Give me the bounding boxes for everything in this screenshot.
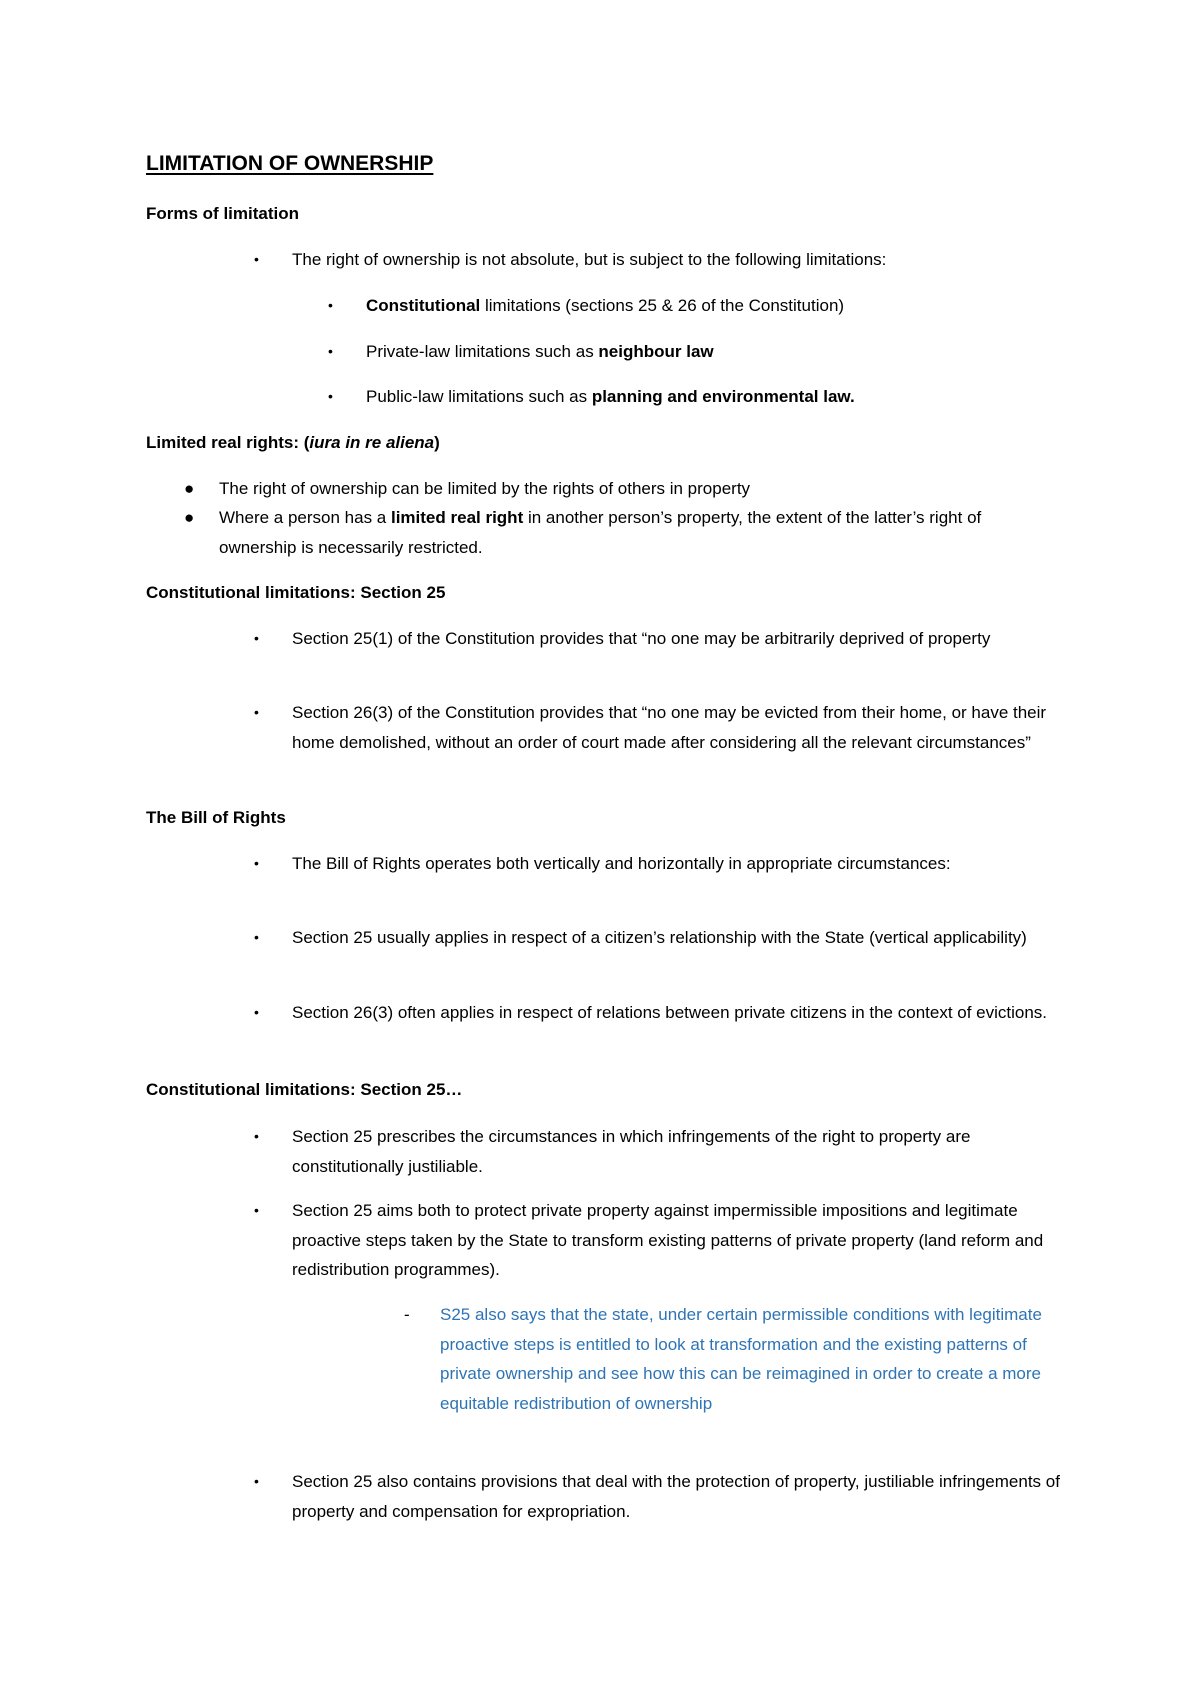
list-item: • Section 25 usually applies in respect of a citizen’s relationship with the State (vertical applicability) [292, 923, 1072, 953]
bullet-icon: ● [184, 508, 195, 527]
list-item: • Section 26(3) of the Constitution provides that “no one may be evicted from their home, or have their home demolished, without an order of court made after considering all the relevant circumstances” [292, 698, 1072, 757]
bullet-icon: • [254, 855, 259, 871]
list-item: • Private-law limitations such as neighbour law [366, 337, 1066, 367]
annotation-note: - S25 also says that the state, under certain permissible conditions with legitimate proactive steps is entitled to look at transformation and the existing patterns of private ownership and see how this can be reimagined in order to create a more equitable redistribution of ownership [440, 1300, 1060, 1418]
list-item: • Section 25(1) of the Constitution provides that “no one may be arbitrarily deprived of property [292, 624, 1072, 654]
heading-forms-of-limitation: Forms of limitation [146, 204, 299, 223]
bullet-icon: • [328, 388, 333, 404]
dash-icon: - [404, 1305, 410, 1324]
bullet-icon: • [254, 251, 259, 267]
bullet-icon: • [254, 630, 259, 646]
bullet-icon: • [254, 1202, 259, 1218]
bullet-icon: • [254, 929, 259, 945]
list-item: • Section 25 also contains provisions that deal with the protection of property, justiliable infringements of property and compensation for expropriation. [292, 1467, 1072, 1526]
list-item: • Section 25 aims both to protect private property against impermissible impositions and legitimate proactive steps taken by the State to transform existing patterns of private property (land reform and redistribution programmes). [292, 1196, 1072, 1285]
list-item: • The right of ownership is not absolute, but is subject to the following limitations: [292, 245, 1072, 275]
heading-bill-of-rights: The Bill of Rights [146, 808, 286, 827]
bullet-icon: • [254, 1004, 259, 1020]
list-item: • The Bill of Rights operates both vertically and horizontally in appropriate circumstances: [292, 849, 1072, 879]
list-item: • Section 26(3) often applies in respect of relations between private citizens in the context of evictions. [292, 998, 1072, 1028]
page-title: LIMITATION OF OWNERSHIP [146, 152, 434, 175]
heading-constitutional-limitations-continued: Constitutional limitations: Section 25… [146, 1080, 463, 1099]
bullet-icon: • [254, 704, 259, 720]
list-item: • Public-law limitations such as planning and environmental law. [366, 382, 1066, 412]
list-item: ● Where a person has a limited real right in another person’s property, the extent of the latter’s right of ownership is necessarily restricted. [219, 503, 1019, 562]
bullet-icon: • [254, 1473, 259, 1489]
heading-limited-real-rights: Limited real rights: (iura in re aliena) [146, 433, 440, 452]
bullet-icon: • [254, 1128, 259, 1144]
list-item: • Constitutional limitations (sections 25 & 26 of the Constitution) [366, 291, 1066, 321]
heading-constitutional-limitations: Constitutional limitations: Section 25 [146, 583, 446, 602]
list-item: ● The right of ownership can be limited by the rights of others in property [219, 474, 1019, 504]
list-item: • Section 25 prescribes the circumstances in which infringements of the right to property are constitutionally justiliable. [292, 1122, 1072, 1181]
bullet-icon: ● [184, 479, 195, 498]
bullet-icon: • [328, 297, 333, 313]
bullet-icon: • [328, 343, 333, 359]
